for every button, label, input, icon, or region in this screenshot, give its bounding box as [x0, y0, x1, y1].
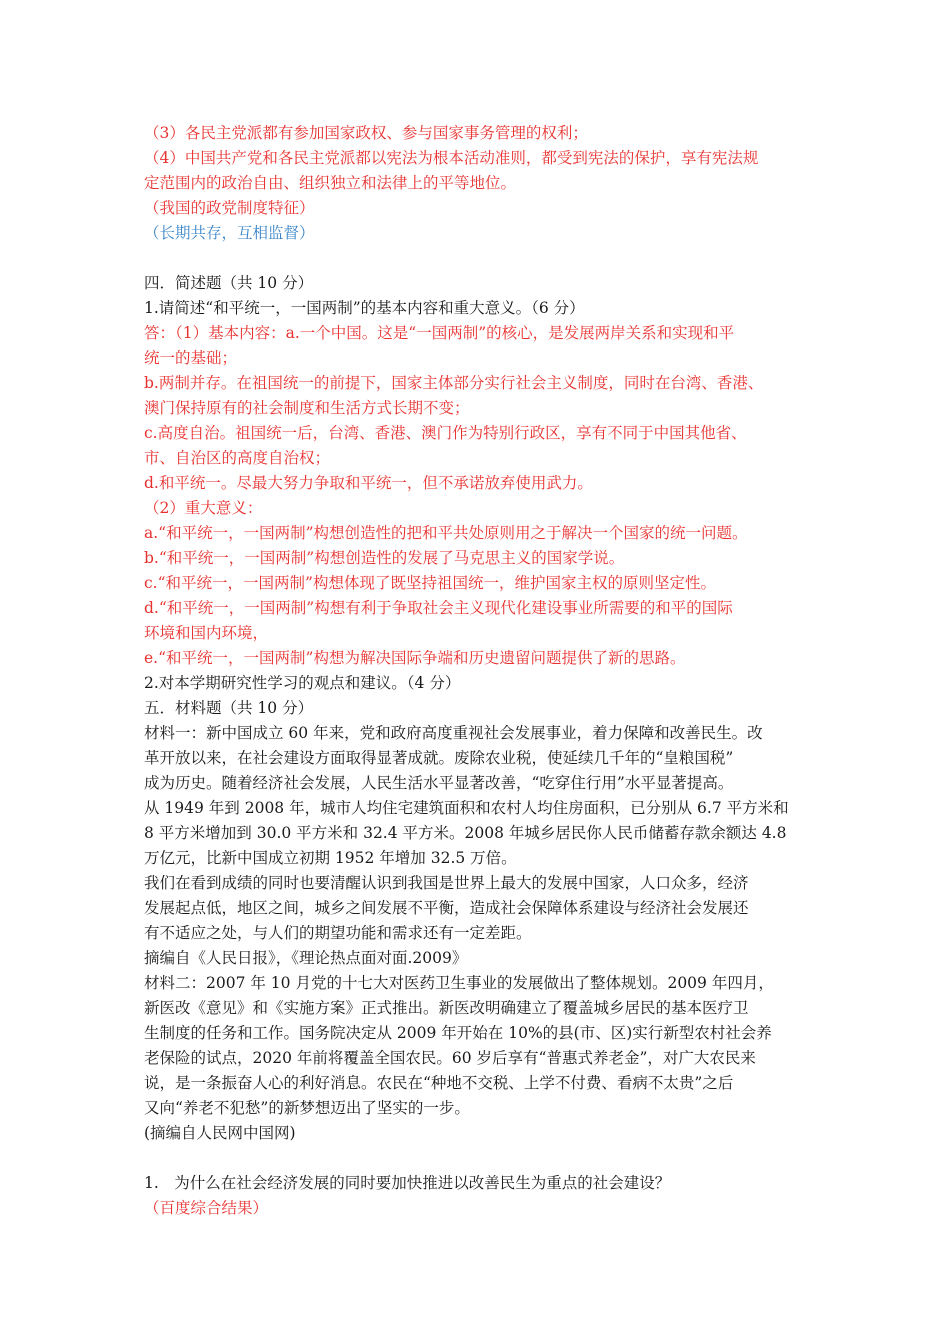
answer-line: 市、自治区的高度自治权；	[144, 449, 331, 467]
answer-line: c.高度自治。祖国统一后，台湾、香港、澳门作为特别行政区，享有不同于中国其他省、	[144, 424, 747, 442]
answer-line: 统一的基础；	[144, 349, 238, 367]
section-5-heading: 五．材料题（共 10 分）	[144, 699, 314, 717]
material-1-line: 万亿元，比新中国成立初期 1952 年增加 32.5 万倍。	[144, 849, 517, 867]
material-1-source: 摘编自《人民日报》，《理论热点面对面.2009》	[144, 949, 468, 967]
answer-line: d.和平统一。尽最大努力争取和平统一，但不承诺放弃使用武力。	[144, 474, 593, 492]
party-item-3: （3）各民主党派都有参加国家政权、参与国家事务管理的权利；	[144, 124, 588, 142]
material-2-line: 又向“养老不犯愁”的新梦想迈出了坚实的一步。	[144, 1099, 470, 1117]
answer-line: （2）重大意义：	[144, 499, 263, 517]
answer-line: 澳门保持原有的社会制度和生活方式长期不变；	[144, 399, 470, 417]
material-question-1: 1. 为什么在社会经济发展的同时要加快推进以改善民生为重点的社会建设？	[144, 1174, 671, 1192]
answer-line: 答：（1）基本内容：a.一个中国。这是“一国两制”的核心，是发展两岸关系和实现和平	[144, 324, 735, 342]
material-1-line: 革开放以来，在社会建设方面取得显著成就。废除农业税，使延续几千年的“皇粮国税”	[144, 749, 734, 767]
material-1-line: 有不适应之处，与人们的期望功能和需求还有一定差距。	[144, 924, 532, 942]
answer-line: b.“和平统一，一国两制”构想创造性的发展了马克思主义的国家学说。	[144, 549, 625, 567]
party-feature-answer: （长期共存，互相监督）	[144, 224, 315, 242]
material-2-line: 老保险的试点，2020 年前将覆盖全国农民。60 岁后享有“普惠式养老金”，对广大农民来	[144, 1049, 756, 1067]
answer-line: a.“和平统一，一国两制”构想创造性的把和平共处原则用之于解决一个国家的统一问题。	[144, 524, 748, 542]
section-4-heading: 四．简述题（共 10 分）	[144, 274, 314, 292]
spacer	[144, 246, 824, 271]
material-2-line: 生制度的任务和工作。国务院决定从 2009 年开始在 10%的县(市、区)实行新型农村社会养	[144, 1024, 772, 1042]
material-1-line: 8 平方米增加到 30.0 平方米和 32.4 平方米。2008 年城乡居民你人民币储蓄存款余额达 4.8	[144, 824, 787, 842]
material-2-line: 说，是一条振奋人心的利好消息。农民在“种地不交税、上学不付费、看病不太贵”之后	[144, 1074, 734, 1092]
party-item-4-line-1: （4）中国共产党和各民主党派都以宪法为根本活动准则，都受到宪法的保护，享有宪法规	[144, 149, 759, 167]
material-1-line: 材料一：新中国成立 60 年来，党和政府高度重视社会发展事业，着力保障和改善民生。改	[144, 724, 763, 742]
material-2-source: (摘编自人民网中国网)	[144, 1124, 296, 1142]
party-feature-label: （我国的政党制度特征）	[144, 199, 315, 217]
material-1-line: 我们在看到成绩的同时也要清醒认识到我国是世界上最大的发展中国家，人口众多，经济	[144, 874, 749, 892]
answer-line: c.“和平统一，一国两制”构想体现了既坚持祖国统一，维护国家主权的原则坚定性。	[144, 574, 716, 592]
material-question-1-answer: （百度综合结果）	[144, 1199, 269, 1217]
answer-line: 环境和国内环境，	[144, 624, 269, 642]
section-4-question-2: 2.对本学期研究性学习的观点和建议。（4 分）	[144, 674, 461, 692]
document-body	[144, 121, 824, 1221]
material-1-line: 从 1949 年到 2008 年，城市人均住宅建筑面积和农村人均住房面积，已分别从 6.7 平方米和	[144, 799, 789, 817]
material-1-line: 发展起点低，地区之间，城乡之间发展不平衡，造成社会保障体系建设与经济社会发展还	[144, 899, 749, 917]
section-4-question-1: 1.请简述“和平统一，一国两制”的基本内容和重大意义。（6 分）	[144, 299, 585, 317]
material-1-line: 成为历史。随着经济社会发展，人民生活水平显著改善，“吃穿住行用”水平显著提高。	[144, 774, 734, 792]
spacer	[144, 1146, 824, 1171]
material-2-line: 材料二：2007 年 10 月党的十七大对医药卫生事业的发展做出了整体规划。2009 年四月，	[144, 974, 774, 992]
answer-line: d.“和平统一，一国两制”构想有利于争取社会主义现代化建设事业所需要的和平的国际	[144, 599, 733, 617]
answer-line: e.“和平统一，一国两制”构想为解决国际争端和历史遗留问题提供了新的思路。	[144, 649, 686, 667]
answer-line: b.两制并存。在祖国统一的前提下，国家主体部分实行社会主义制度，同时在台湾、香港、	[144, 374, 764, 392]
material-2-line: 新医改《意见》和《实施方案》正式推出。新医改明确建立了覆盖城乡居民的基本医疗卫	[144, 999, 749, 1017]
party-item-4-line-2: 定范围内的政治自由、组织独立和法律上的平等地位。	[144, 174, 517, 192]
